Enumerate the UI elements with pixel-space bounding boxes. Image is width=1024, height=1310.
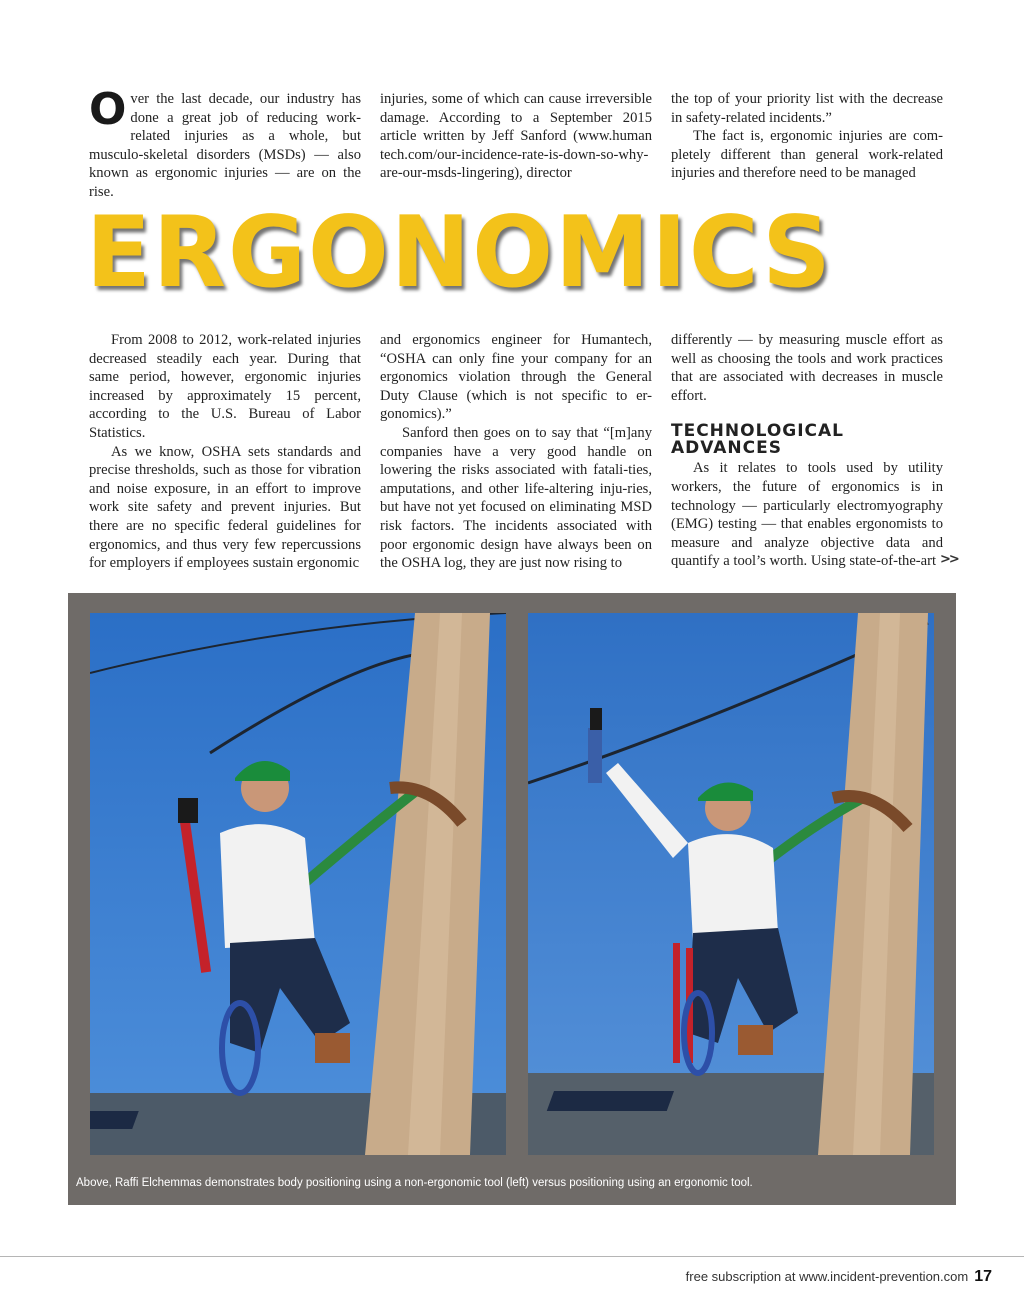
body-col2-p2: Sanford then goes on to say that “[m]any companies have a very good handle on lowering the risks associated with fatali-ties, amputations, and other life-altering inju-ries, but have not yet focused on eliminating MSD risk factors. The incidents associated with poor ergonomic design have always been on the OSHA log, they are just now rising to <box>380 424 652 572</box>
intro-column-2 <box>380 90 652 183</box>
intro-col3-p2: The fact is, ergonomic injuries are com-pletely different than general work-related injuries and therefore need to be managed <box>671 128 943 182</box>
footer-divider <box>0 1256 1024 1257</box>
intro-col2-text: injuries, some of which can cause irreversible damage. According to a September 2015 article written by Jeff Sanford (www.human tech.com/our-incidence-rate-is-down-so-why-are-our-msds-lingering), director <box>380 91 652 182</box>
body-col3-p1: differently — by measuring muscle effort as well as choosing the tools and work practices that are associated with decreases in muscle effort. <box>671 332 943 404</box>
body-col1-p2: As we know, OSHA sets standards and precise thresholds, such as those for vibration and noise exposure, in an effort to improve work site safety and prevent injuries. But there are no specific federal guidelines for ergonomics, and thus very few repercussions for employers if employees sustain ergonomic <box>89 443 361 572</box>
photo-right-illustration <box>528 613 934 1155</box>
footer-subscription-text: free subscription at www.incident-prevention.com <box>685 1269 969 1284</box>
section-subhead <box>671 423 943 457</box>
page-footer <box>686 1268 992 1286</box>
photo-left-non-ergonomic-tool <box>90 613 506 1155</box>
body-column-1 <box>89 331 361 573</box>
subhead-line-2: ADVANCES <box>671 438 782 459</box>
intro-column-3 <box>671 90 943 183</box>
body-column-3 <box>671 331 943 571</box>
body-col3-p2: As it relates to tools used by utility workers, the future of ergonomics is in technology — particularly electromyography (EMG) testing — that enables ergonomists to measure and analyze objective data and quantify a tool’s worth. Using state-of-the-art <box>671 460 943 570</box>
photo-caption: Above, Raffi Elchemmas demonstrates body positioning using a non-ergonomic tool (left) versus positioning using an ergonomic tool. <box>76 1177 753 1189</box>
continue-marker: >> <box>940 552 958 567</box>
drop-cap: O <box>89 84 127 135</box>
article-title: ERGONOMICS <box>86 196 833 310</box>
body-column-2 <box>380 331 652 573</box>
body-col1-p1: From 2008 to 2012, work-related injuries decreased steadily each year. During that same period, however, ergonomic injuries increased by approximately 15 percent, according to the U.S. Bureau of Labor Statistics. <box>89 332 361 441</box>
photo-left-illustration <box>90 613 506 1155</box>
intro-col1-text: ver the last decade, our industry has done a great job of reducing work-related injuries as a whole, but musculo-skeletal disorders (MSDs) — also known as ergonomic injuries — are on the rise. <box>89 91 361 200</box>
photo-frame <box>68 593 956 1205</box>
intro-column-1 <box>89 84 361 202</box>
subhead-line-1: TECHNOLOGICAL <box>671 421 845 442</box>
body-col2-p1: and ergonomics engineer for Humantech, “OSHA can only fine your company for an ergonomics violation through the General Duty Clause (which is not specific to er-gonomics).” <box>380 332 652 423</box>
photo-right-ergonomic-tool <box>528 613 934 1155</box>
intro-col3-p1: the top of your priority list with the decrease in safety-related incidents.” <box>671 91 943 126</box>
page-number: 17 <box>974 1268 992 1285</box>
